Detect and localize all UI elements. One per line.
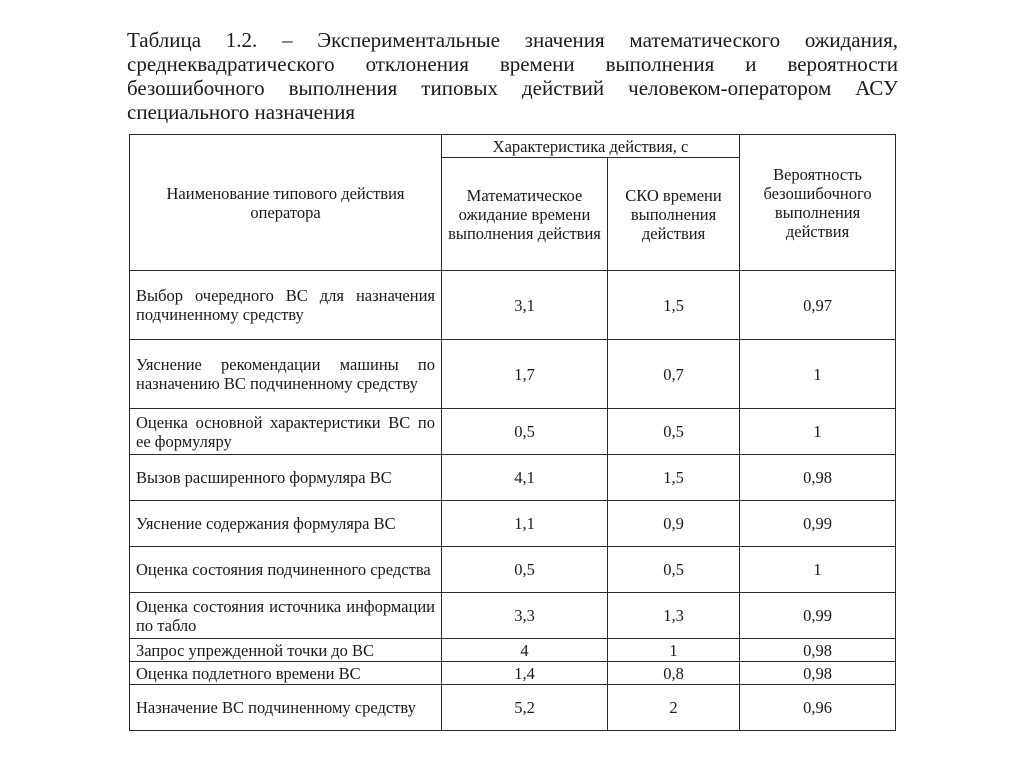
table-row (130, 271, 896, 340)
sko-cell: 0,7 (608, 340, 740, 409)
mean-cell: 4 (442, 639, 608, 662)
sko-cell: 0,5 (608, 547, 740, 593)
mean-cell: 4,1 (442, 455, 608, 501)
mean-cell: 0,5 (442, 547, 608, 593)
sko-cell: 1,5 (608, 455, 740, 501)
sko-cell: 2 (608, 685, 740, 731)
header-characteristics-group: Характеристика действия, с (442, 135, 740, 158)
mean-cell: 5,2 (442, 685, 608, 731)
table-row (130, 547, 896, 593)
table-row (130, 455, 896, 501)
data-table (129, 134, 896, 731)
action-name-cell: Оценка основной характеристики ВС по ее формуляру (130, 409, 442, 455)
mean-cell: 3,1 (442, 271, 608, 340)
sko-cell: 0,5 (608, 409, 740, 455)
table-row (130, 340, 896, 409)
probability-cell: 0,96 (740, 685, 896, 731)
probability-cell: 1 (740, 547, 896, 593)
table-caption: Таблица 1.2. – Экспериментальные значения математического ожидания, среднеквадратического отклонения времени выполнения и вероятности безошибочного выполнения типовых действий человеком-оператором АСУ специального назначения (127, 28, 898, 124)
table-row (130, 409, 896, 455)
probability-cell: 0,98 (740, 639, 896, 662)
action-name-cell: Уяснение содержания формуляра ВС (130, 501, 442, 547)
table-row (130, 685, 896, 731)
mean-cell: 1,1 (442, 501, 608, 547)
action-name-cell: Оценка состояния подчиненного средства (130, 547, 442, 593)
header-mean-time: Математическое ожидание времени выполнения действия (442, 158, 608, 271)
action-name-cell: Оценка состояния источника информации по табло (130, 593, 442, 639)
action-name-cell: Вызов расширенного формуляра ВС (130, 455, 442, 501)
table-row (130, 501, 896, 547)
header-probability: Вероятность безошибочного выполнения действия (740, 135, 896, 271)
header-sko-time: СКО времени выполнения действия (608, 158, 740, 271)
sko-cell: 0,8 (608, 662, 740, 685)
header-action-name: Наименование типового действия оператора (130, 135, 442, 271)
probability-cell: 0,98 (740, 455, 896, 501)
action-name-cell: Оценка подлетного времени ВС (130, 662, 442, 685)
probability-cell: 1 (740, 340, 896, 409)
sko-cell: 1,5 (608, 271, 740, 340)
mean-cell: 0,5 (442, 409, 608, 455)
probability-cell: 1 (740, 409, 896, 455)
table-row (130, 639, 896, 662)
probability-cell: 0,97 (740, 271, 896, 340)
mean-cell: 1,7 (442, 340, 608, 409)
probability-cell: 0,99 (740, 593, 896, 639)
mean-cell: 1,4 (442, 662, 608, 685)
mean-cell: 3,3 (442, 593, 608, 639)
probability-cell: 0,99 (740, 501, 896, 547)
table-row (130, 593, 896, 639)
action-name-cell: Назначение ВС подчиненному средству (130, 685, 442, 731)
sko-cell: 1 (608, 639, 740, 662)
probability-cell: 0,98 (740, 662, 896, 685)
sko-cell: 1,3 (608, 593, 740, 639)
sko-cell: 0,9 (608, 501, 740, 547)
action-name-cell: Выбор очередного ВС для назначения подчиненному средству (130, 271, 442, 340)
header-row-top (130, 135, 896, 158)
action-name-cell: Уяснение рекомендации машины по назначению ВС подчиненному средству (130, 340, 442, 409)
action-name-cell: Запрос упрежденной точки до ВС (130, 639, 442, 662)
table-row (130, 662, 896, 685)
